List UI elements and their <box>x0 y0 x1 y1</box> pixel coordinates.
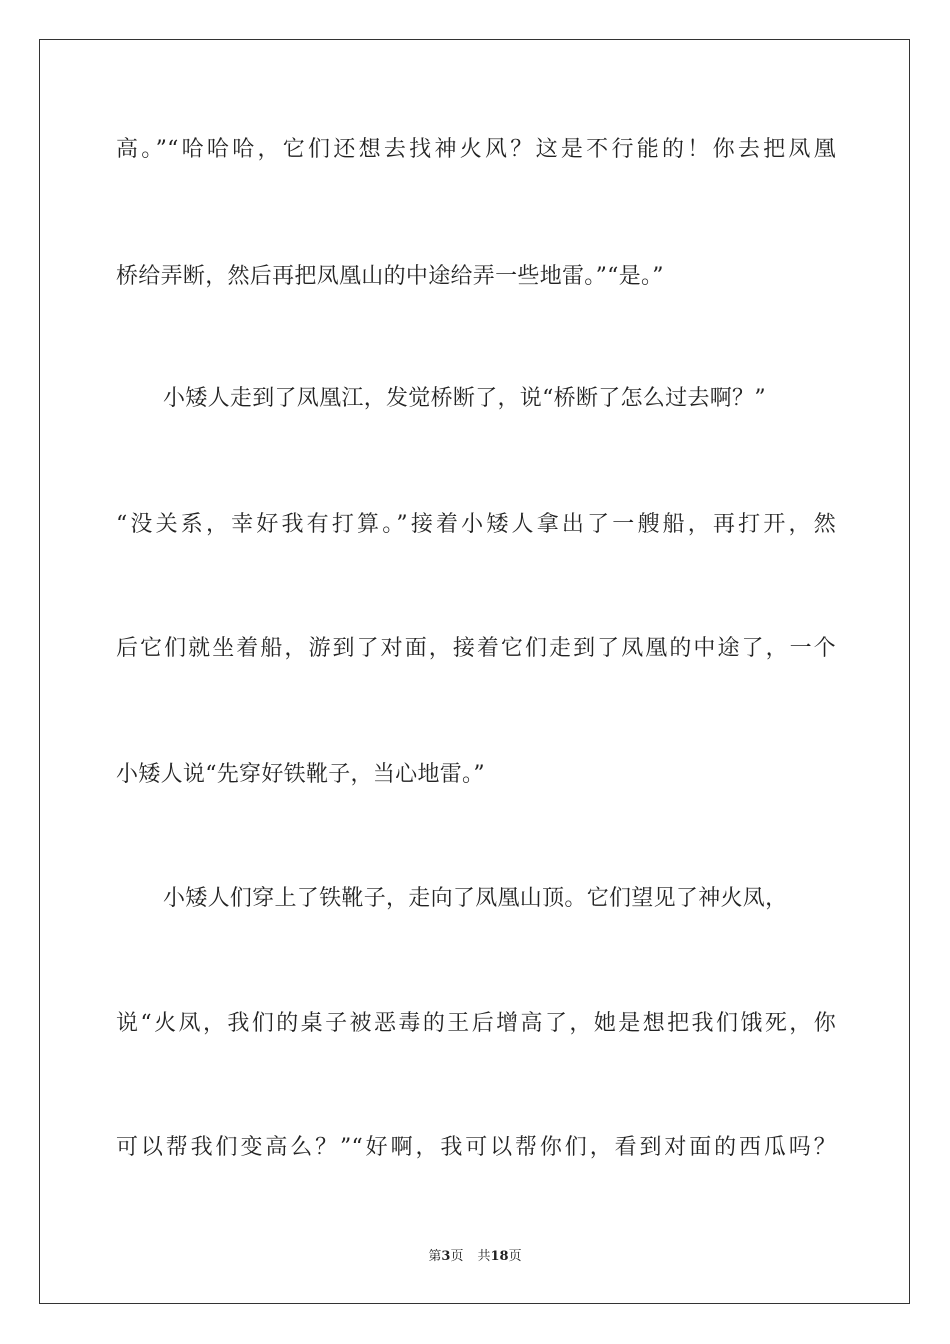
text-line: 后它们就坐着船，游到了对面，接着它们走到了凤凰的中途了，一个 <box>116 636 836 661</box>
text-line: 小矮人们穿上了铁靴子，走向了凤凰山顶。它们望见了神火凤， <box>163 886 788 911</box>
total-prefix: 共 <box>477 1249 491 1264</box>
page-footer <box>0 1248 950 1266</box>
total-suffix: 页 <box>508 1249 522 1264</box>
page-border <box>39 39 910 1304</box>
text-line: 高。”“哈哈哈，它们还想去找神火风？这是不行能的！你去把凤凰 <box>116 137 836 162</box>
text-line: 说“火凤，我们的桌子被恶毒的王后增高了，她是想把我们饿死，你 <box>116 1011 836 1036</box>
text-line: “没关系，幸好我有打算。”接着小矮人拿出了一艘船，再打开，然 <box>116 512 836 537</box>
total-pages-number: 18 <box>490 1249 509 1264</box>
text-line: 可以帮我们变高么？”“好啊，我可以帮你们，看到对面的西瓜吗？ <box>116 1135 836 1160</box>
page-prefix: 第 <box>428 1249 442 1264</box>
current-page-number: 3 <box>441 1249 451 1264</box>
text-line: 小矮人说“先穿好铁靴子，当心地雷。” <box>116 762 485 787</box>
text-line: 桥给弄断，然后再把凤凰山的中途给弄一些地雷。”“是。” <box>116 264 664 289</box>
text-line: 小矮人走到了凤凰江，发觉桥断了，说“桥断了怎么过去啊？” <box>163 386 766 411</box>
page-suffix: 页 <box>450 1249 464 1264</box>
